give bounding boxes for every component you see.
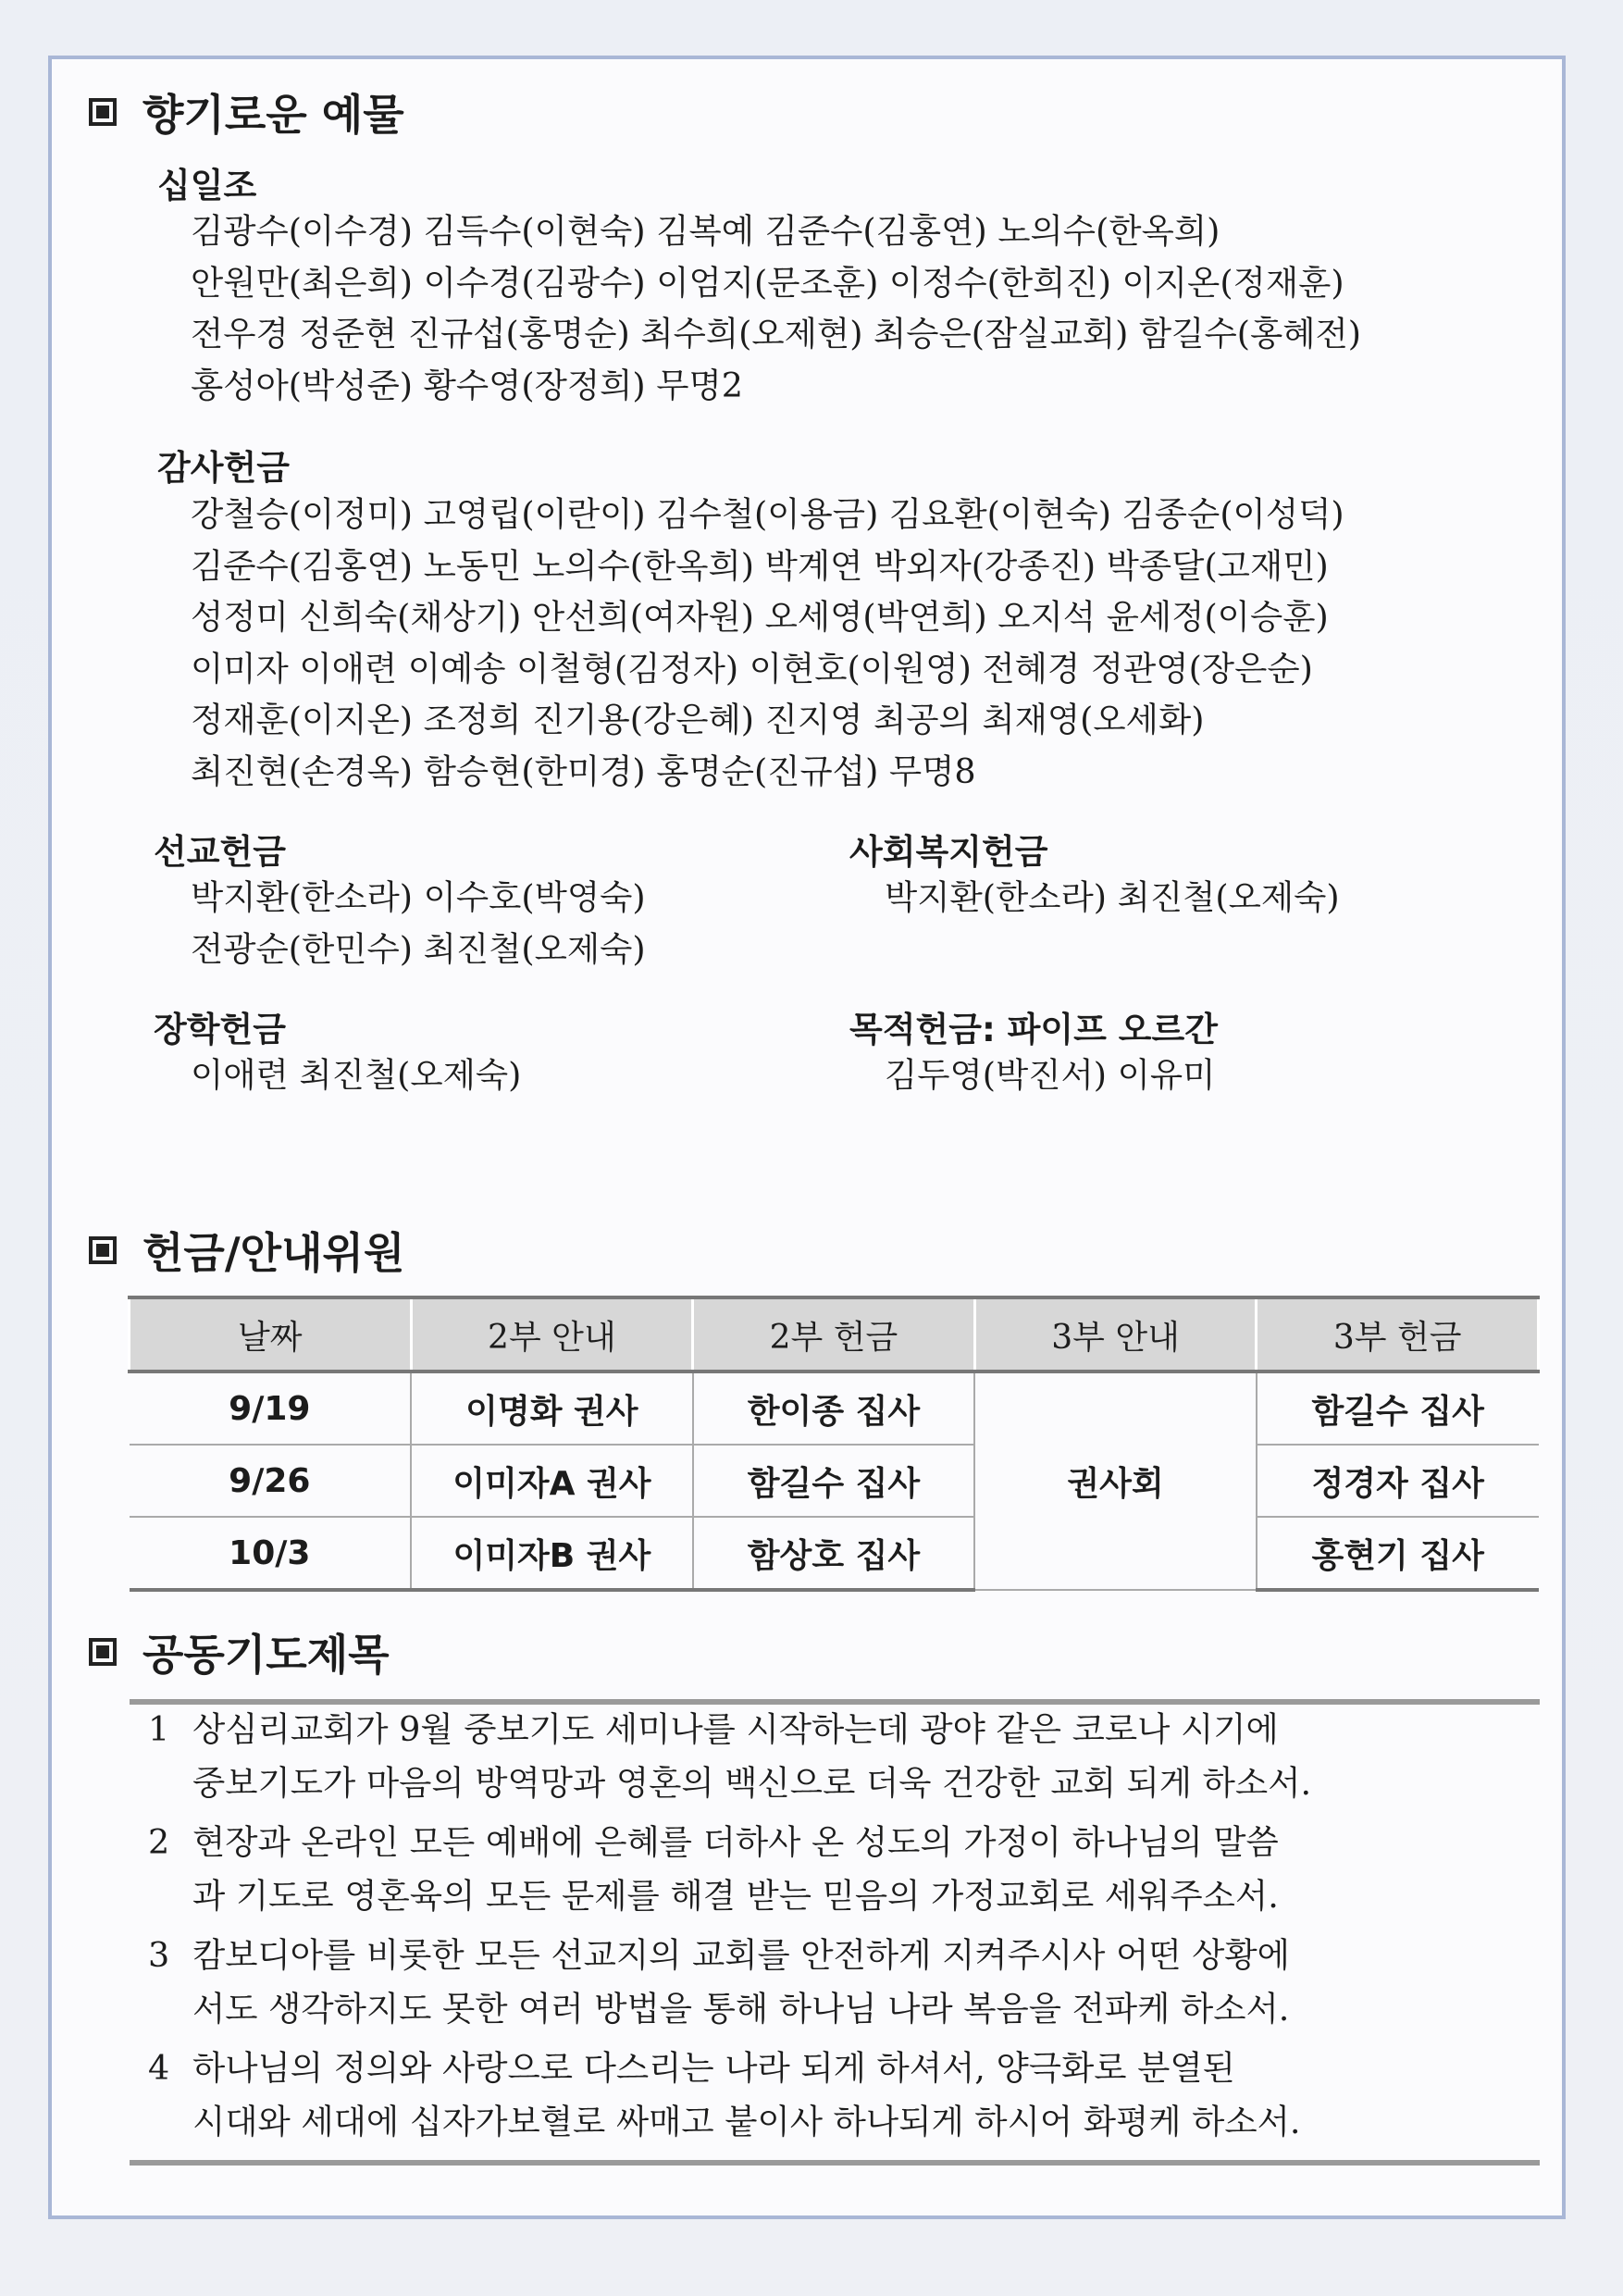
column-header: 3부 안내: [974, 1297, 1257, 1371]
date-cell: 10/3: [130, 1517, 412, 1590]
prayer-number: 2: [148, 1822, 170, 1862]
prayer-line: 서도 생각하지도 못한 여러 방법을 통해 하나님 나라 복음을 전파케 하소서.: [192, 1989, 1290, 2029]
prayer-title: 공동기도제목: [142, 1630, 390, 1680]
name-line: 강철승(이정미) 고영립(이란이) 김수철(이용금) 김요환(이현숙) 김종순(이성덕): [191, 494, 1344, 534]
welfare-label: 사회복지헌금: [849, 832, 1048, 872]
table-row: [130, 1371, 1539, 1445]
thanks-label: 감사헌금: [157, 448, 290, 488]
tithe-names: [191, 205, 1361, 411]
column-header: 2부 헌금: [693, 1297, 975, 1371]
offer2-cell: 함길수 집사: [693, 1445, 975, 1517]
guide3-merged-cell: 권사회: [974, 1371, 1257, 1590]
prayer-item: [148, 1816, 1279, 1923]
prayer-number: 3: [148, 1935, 170, 1975]
offerings-title: 향기로운 예물: [142, 90, 404, 140]
prayer-number: 4: [148, 2048, 170, 2088]
prayer-item: [148, 1703, 1311, 1810]
name-line: 안원만(최은희) 이수경(김광수) 이엄지(문조훈) 이정수(한희진) 이지온(정재훈): [191, 262, 1344, 303]
scholarship-names: [191, 1049, 521, 1101]
tithe-label: 십일조: [157, 166, 257, 205]
guide2-cell: 이미자A 권사: [411, 1445, 693, 1517]
prayer-line: 상심리교회가 9월 중보기도 세미나를 시작하는데 광야 같은 코로나 시기에: [192, 1709, 1279, 1749]
offer3-cell: 정경자 집사: [1257, 1445, 1539, 1517]
name-line: 홍성아(박성준) 황수영(장정희) 무명2: [191, 365, 744, 405]
name-line: 이애련 최진철(오제숙): [191, 1055, 522, 1095]
date-cell: 9/26: [130, 1445, 412, 1517]
ushers-table: [128, 1296, 1540, 1592]
column-header: 2부 안내: [411, 1297, 693, 1371]
mission-names: [191, 872, 646, 974]
prayer-heading: [89, 1621, 390, 1682]
prayer-line: 시대와 세대에 십자가보혈로 싸매고 붙이사 하나되게 하시어 화평케 하소서.: [192, 2102, 1301, 2141]
name-line: 정재훈(이지온) 조정희 진기용(강은혜) 진지영 최공의 최재영(오세화): [191, 700, 1205, 739]
table-header-row: [130, 1297, 1539, 1371]
prayer-item: [148, 2042, 1300, 2149]
square-bullet-icon: [89, 98, 117, 126]
prayer-line: 중보기도가 마음의 방역망과 영혼의 백신으로 더욱 건강한 교회 되게 하소서.: [192, 1763, 1312, 1803]
welfare-names: [885, 872, 1340, 924]
offer3-cell: 함길수 집사: [1257, 1371, 1539, 1445]
prayer-line: 캄보디아를 비롯한 모든 선교지의 교회를 안전하게 지켜주시사 어떤 상황에: [192, 1935, 1290, 1975]
offer2-cell: 함상호 집사: [693, 1517, 975, 1590]
purpose-label: 목적헌금: 파이프 오르간: [849, 1010, 1218, 1049]
table-row: [130, 1517, 1539, 1590]
column-header: 날짜: [130, 1297, 412, 1371]
name-line: 박지환(한소라) 최진철(오제숙): [885, 877, 1340, 917]
offerings-heading: [89, 81, 404, 143]
square-bullet-icon: [89, 1236, 117, 1264]
prayer-number: 1: [148, 1709, 170, 1749]
name-line: 전광순(한민수) 최진철(오제숙): [191, 928, 646, 969]
ushers-heading: [89, 1220, 404, 1281]
name-line: 박지환(한소라) 이수호(박영숙): [191, 877, 646, 917]
mission-label: 선교헌금: [154, 832, 286, 872]
prayer-line: 현장과 온라인 모든 예배에 은혜를 더하사 온 성도의 가정이 하나님의 말씀: [192, 1822, 1279, 1862]
name-line: 김준수(김홍연) 노동민 노의수(한옥희) 박계연 박외자(강종진) 박종달(고재민): [191, 545, 1329, 586]
date-cell: 9/19: [130, 1371, 412, 1445]
prayer-line: 과 기도로 영혼육의 모든 문제를 해결 받는 믿음의 가정교회로 세워주소서.: [192, 1876, 1279, 1916]
name-line: 이미자 이애련 이예송 이철형(김정자) 이현호(이원영) 전혜경 정관영(장은순): [191, 648, 1313, 689]
table-row: [130, 1445, 1539, 1517]
ushers-title: 헌금/안내위원: [142, 1228, 405, 1278]
guide2-cell: 이미자B 권사: [411, 1517, 693, 1590]
name-line: 최진현(손경옥) 함승현(한미경) 홍명순(진규섭) 무명8: [191, 751, 976, 791]
square-bullet-icon: [89, 1638, 117, 1666]
purpose-names: [885, 1049, 1215, 1101]
scholarship-label: 장학헌금: [154, 1010, 286, 1049]
name-line: 김광수(이수경) 김득수(이현숙) 김복예 김준수(김홍연) 노의수(한옥희): [191, 211, 1220, 251]
name-line: 전우경 정준현 진규섭(홍명순) 최수희(오제현) 최승은(잠실교회) 함길수(홍혜전): [191, 314, 1361, 354]
name-line: 김두영(박진서) 이유미: [885, 1055, 1216, 1095]
prayer-item: [148, 1929, 1290, 2036]
thanks-names: [191, 489, 1344, 797]
column-header: 3부 헌금: [1257, 1297, 1539, 1371]
name-line: 성정미 신희숙(채상기) 안선희(여자원) 오세영(박연희) 오지석 윤세정(이승훈): [191, 597, 1329, 637]
guide2-cell: 이명화 권사: [411, 1371, 693, 1445]
prayer-line: 하나님의 정의와 사랑으로 다스리는 나라 되게 하셔서, 양극화로 분열된: [192, 2048, 1235, 2088]
offer2-cell: 한이종 집사: [693, 1371, 975, 1445]
offer3-cell: 홍현기 집사: [1257, 1517, 1539, 1590]
